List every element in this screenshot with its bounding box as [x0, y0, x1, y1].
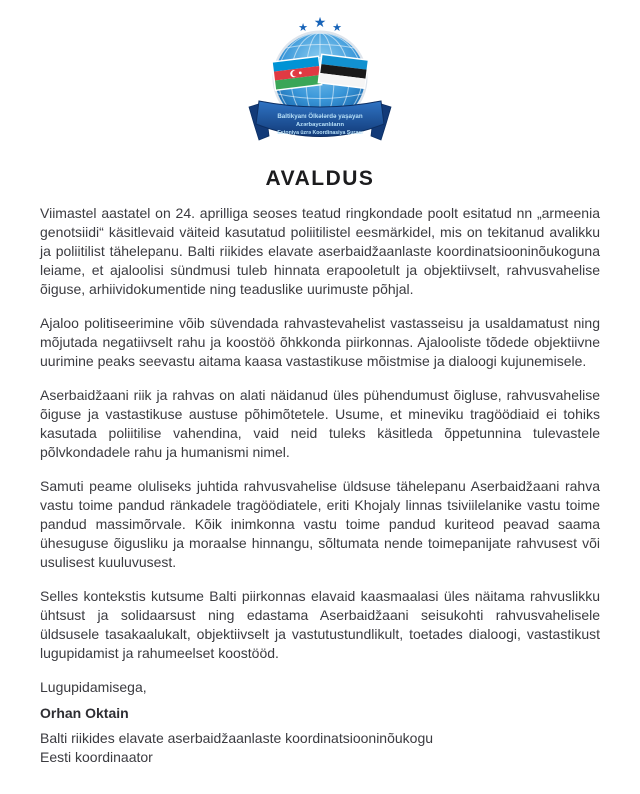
closing-salutation: Lugupidamisega,: [40, 679, 147, 695]
signer-organization: Balti riikides elavate aserbaidžaanlaste koordinatsiooninõukogu: [40, 730, 434, 746]
star-icon: ★: [298, 21, 308, 34]
paragraph-2: Ajaloo politiseerimine võib süvendada rahvastevahelist vastasseisu ja usaldamatust ning mõjutada negatiivselt rahu ja koostöö õhkkonda piirkonnas. Ajalooliste tõdede objektiivne uurimine peaks seevastu aitama kaasa vastastikuse mõistmise ja dialoogi kujunemisele.: [40, 315, 600, 369]
signer-role: Eesti koordinaator: [40, 749, 153, 765]
estonia-flag: [318, 54, 369, 90]
azerbaijan-flag: [271, 56, 322, 92]
star-icon: ★: [332, 21, 342, 34]
document-title: AVALDUS: [265, 167, 375, 190]
emblem-icon: [234, 8, 406, 148]
paragraph-1: Viimastel aastatel on 24. aprilliga seoses teatud ringkondade poolt esitatud nn „armeenia genotsiidi“ käsitlevaid väiteid kasutatud poliitilistel eesmärkidel, mis on tekitanud avalikku ja poliitilist tähelepanu. Balti riikides elavate aserbaidžaanlaste koordinatsiooninõukoguna leiame, et ajaloolisi sündmusi tuleb hinnata erapooletult ja objektiivselt, rahvusvahelise õiguse, arhiividokumentide ning teaduslike uurimuste põhjal.: [40, 205, 600, 297]
ribbon-line-1: Baltikyanı Ölkələrdə yaşayan: [277, 113, 363, 120]
paragraph-3: Aserbaidžaani riik ja rahvas on alati näidanud üles pühendumust õigluse, rahvusvahelise õiguse ja vastastikuse austuse põhimõtetele. Usume, et mineviku tragöödiaid ei tohiks kasutada poliitilise vahendina, vaid neid tuleks käsitleda õppetunnina tulevastele põlvkondadele rahu ja humanismi nimel.: [40, 387, 600, 460]
ribbon-line-2: Azərbaycanlıların: [295, 122, 345, 128]
signer-name: Orhan Oktain: [40, 705, 129, 721]
star-icon: ★: [313, 15, 327, 31]
ribbon-line-3: Estoniya üzrə Koordinasiya Şurası: [277, 130, 363, 136]
paragraph-5: Selles kontekstis kutsume Balti piirkonnas elavaid kaasmaalasi üles näitama rahvuslikku ühtsust ja solidaarsust ning edastama Aserbaidžaani seisukohti rahvusvahelisele üldsusele tasakaalukalt, objektiivselt ja vastutustundlikult, toetades dialoogi, vastastikust lugupidamist ja rahumeelset koostööd.: [40, 588, 600, 661]
logo-ribbon: [249, 101, 391, 140]
organization-logo: [40, 8, 600, 153]
document-body: [40, 204, 600, 767]
paragraph-4: Samuti peame oluliseks juhtida rahvusvahelise üldsuse tähelepanu Aserbaidžaani rahva vastu toime pandud ränkadele tragöödiatele, eriti Khojaly linnas tsiviilelanike vastu toime pandud massimõrvale. Kõik inimkonna vastu toime pandud kuriteod peavad saama ühesuguse õigusliku ja moraalse hinnangu, sõltumata nende toimepanijate rahvusest või usulisest kuuluvusest.: [40, 478, 600, 570]
